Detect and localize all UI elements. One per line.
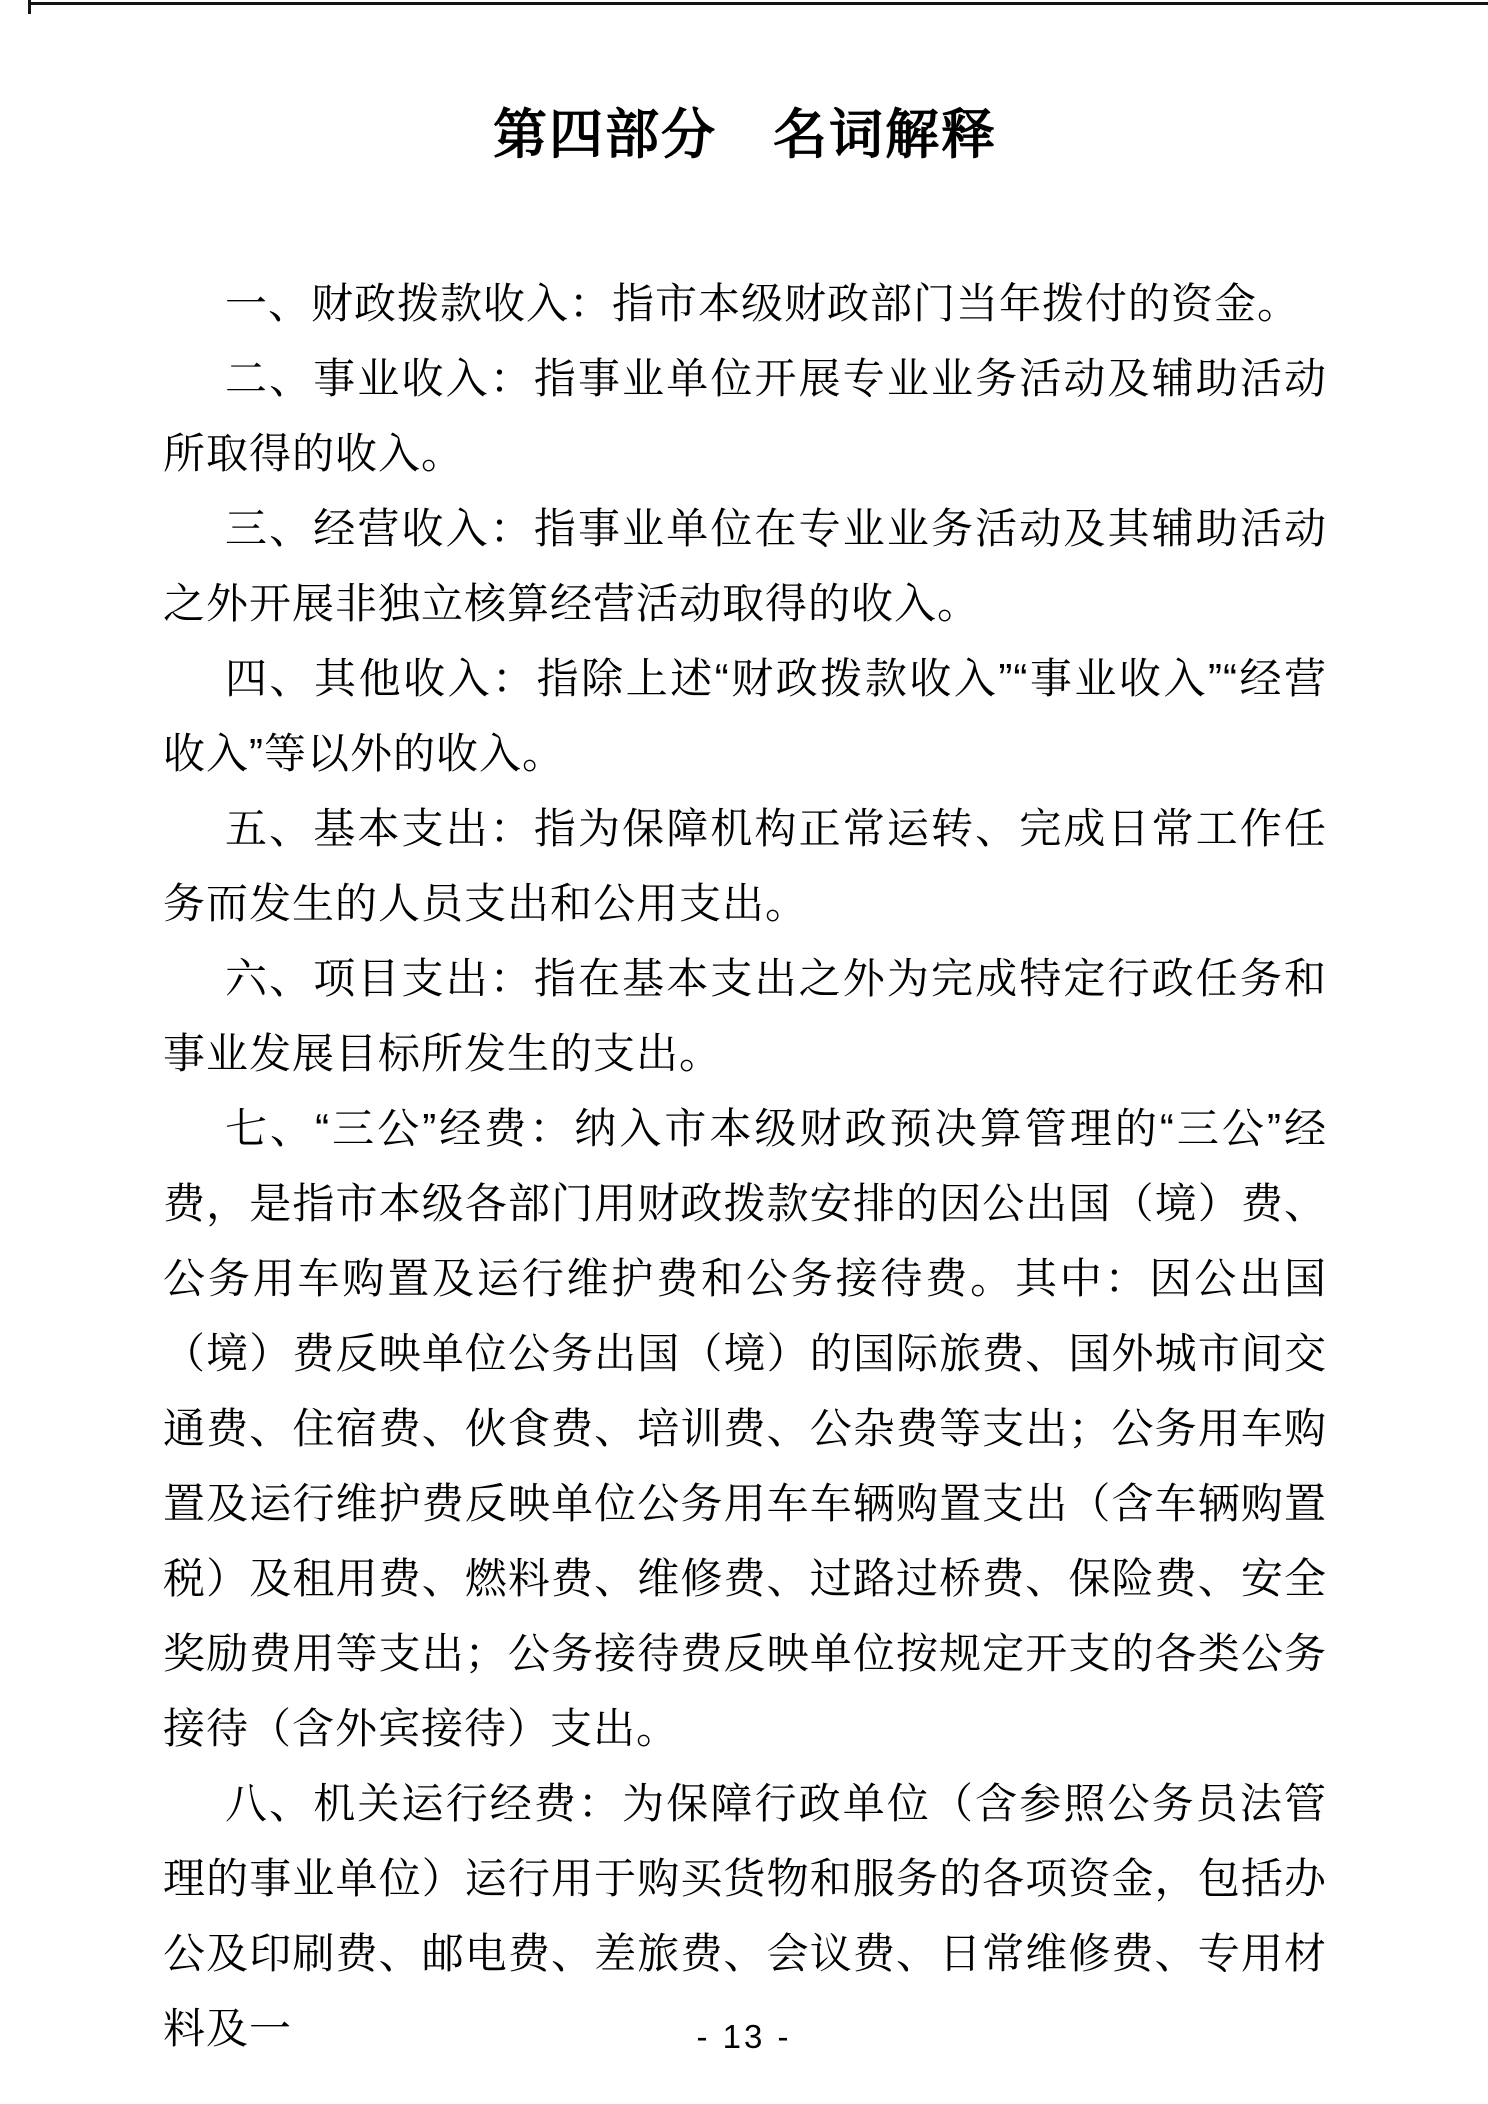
paragraph-fiscal-appropriation-income: 一、财政拨款收入：指市本级财政部门当年拨付的资金。	[225, 280, 1301, 327]
paragraph-project-expenditure: 六、项目支出：指在基本支出之外为完成特定行政任务和事业发展目标所发生的支出。	[163, 955, 1327, 1077]
paragraph-other-income: 四、其他收入：指除上述“财政拨款收入”“事业收入”“经营收入”等以外的收入。	[163, 655, 1327, 777]
paragraph-operational-income: 二、事业收入：指事业单位开展专业业务活动及辅助活动所取得的收入。	[163, 355, 1327, 477]
paragraph-three-public-funds: 七、“三公”经费：纳入市本级财政预决算管理的“三公”经费，是指市本级各部门用财政拨款安排的因公出国（境）费、公务用车购置及运行维护费和公务接待费。其中：因公出国（境）费反映单位公务出国（境）的国际旅费、国外城市间交通费、住宿费、伙食费、培训费、公杂费等支出；公务用车购置及运行维护费反映单位公务用车车辆购置支出（含车辆购置税）及租用费、燃料费、维修费、过路过桥费、保险费、安全奖励费用等支出；公务接待费反映单位按规定开支的各类公务接待（含外宾接待）支出。	[163, 1105, 1327, 1752]
scan-artifact-top-line	[28, 2, 1488, 5]
paragraph-business-income: 三、经营收入：指事业单位在专业业务活动及其辅助活动之外开展非独立核算经营活动取得的收入。	[163, 505, 1327, 627]
scan-artifact-left-tick	[28, 0, 31, 14]
paragraph-basic-expenditure: 五、基本支出：指为保障机构正常运转、完成日常工作任务而发生的人员支出和公用支出。	[163, 805, 1327, 927]
page-number: - 13 -	[696, 2018, 792, 2055]
paragraph-agency-operating-funds: 八、机关运行经费：为保障行政单位（含参照公务员法管理的事业单位）运行用于购买货物和服务的各项资金，包括办公及印刷费、邮电费、差旅费、会议费、日常维修费、专用材料及一	[163, 1780, 1327, 2052]
page-title: 第四部分 名词解释	[493, 105, 997, 165]
document-body	[163, 266, 1327, 2066]
